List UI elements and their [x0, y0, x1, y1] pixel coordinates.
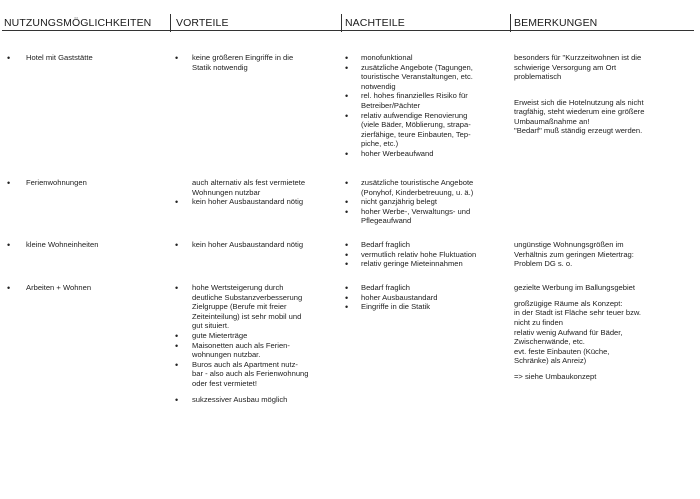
bullet-icon: •	[175, 331, 179, 341]
nachteile-line: notwendig	[361, 81, 396, 91]
bullet-icon: •	[345, 197, 349, 208]
bullet-icon: •	[345, 206, 349, 217]
option-label: Ferienwohnungen	[26, 178, 87, 187]
nachteile-line: hoher Ausbaustandard	[361, 292, 438, 302]
bullet-icon: •	[175, 283, 179, 293]
bullet-icon: •	[7, 240, 11, 250]
bemerkungen-line: Verhältnis zum geringen Mietertrag:	[514, 249, 634, 259]
bemerkungen-line: Erweist sich die Hotelnutzung als nicht	[514, 97, 644, 107]
nachteile-line: nicht ganzjährig belegt	[361, 197, 437, 207]
bullet-icon: •	[7, 283, 11, 293]
vorteile-line: Buros auch als Apartment nutz-	[192, 359, 298, 369]
vorteile-line: Zeiteinteilung) ist sehr mobil und	[192, 311, 302, 321]
bullet-icon: •	[175, 240, 179, 250]
bullet-icon: •	[345, 240, 349, 250]
nachteile-line: piche, etc.)	[361, 139, 399, 149]
vorteile-line: keine größeren Eingriffe in die	[192, 53, 294, 62]
nachteile-line: relativ geringe Mieteinnahmen	[361, 259, 463, 269]
nachteile-line: Eingriffe in die Statik	[361, 302, 431, 312]
bemerkungen-line: "Bedarf" muß ständig erzeugt werden.	[514, 126, 643, 136]
vorteile-line: sukzessiver Ausbau möglich	[192, 394, 288, 404]
nachteile-line: vermutlich relativ hohe Fluktuation	[361, 249, 477, 259]
bemerkungen-line: Schränke) als Anreiz)	[514, 356, 587, 366]
vorteile-line: kein hoher Ausbaustandard nötig	[192, 197, 304, 207]
bullet-icon: •	[345, 249, 349, 260]
vorteile-line: gute Mieterträge	[192, 331, 248, 340]
nachteile-line: Betreiber/Pächter	[361, 101, 421, 110]
bullet-icon: •	[175, 359, 179, 370]
bemerkungen-line: relativ wenig Aufwand für Bäder,	[514, 327, 623, 337]
bemerkungen-line: Zwischenwände, etc.	[514, 337, 585, 347]
bemerkungen-line: besonders für "Kurzzeitwohnen ist die	[514, 53, 642, 62]
bemerkungen-line: nicht zu finden	[514, 318, 563, 327]
vorteile-line: bar - also auch als Ferienwohnung	[192, 369, 309, 379]
bemerkungen-line: problematisch	[514, 72, 562, 82]
bullet-icon: •	[345, 53, 349, 63]
nachteile-line: zusätzliche touristische Angebote	[361, 178, 474, 187]
header-vorteile: VORTEILE	[176, 17, 229, 29]
nachteile-line: touristische Veranstaltungen, etc.	[361, 72, 473, 82]
bullet-icon: •	[345, 302, 349, 313]
bemerkungen-line: evt. feste Einbauten (Küche,	[514, 346, 610, 356]
bullet-icon: •	[345, 149, 349, 159]
nachteile-line: monofunktional	[361, 53, 413, 62]
bullet-icon: •	[345, 259, 349, 270]
bemerkungen-line: Problem DG s. o.	[514, 259, 573, 269]
vorteile-line: auch alternativ als fest vermietete	[192, 178, 306, 187]
bullet-icon: •	[345, 283, 349, 293]
bullet-icon: •	[7, 53, 11, 63]
nachteile-line: (viele Bäder, Möblierung, strapa-	[361, 120, 471, 130]
bemerkungen-line: tragfähig, steht wiederum eine größere	[514, 107, 645, 117]
bemerkungen-line: schwierige Versorgung am Ort	[514, 62, 617, 72]
bemerkungen-line: Umbaumaßnahme an!	[514, 116, 590, 126]
bemerkungen-line: in der Stadt ist Fläche sehr teuer bzw.	[514, 308, 642, 318]
header-bemerkungen: BEMERKUNGEN	[514, 17, 598, 29]
vorteile-line: Statik notwendig	[192, 62, 248, 72]
nachteile-line: rel. hohes finanzielles Risiko für	[361, 91, 468, 101]
bullet-icon: •	[345, 110, 349, 121]
bullet-icon: •	[345, 62, 349, 73]
vorteile-line: Zielgruppe (Berufe mit freier	[192, 302, 287, 312]
vorteile-line: deutliche Substanzverbesserung	[192, 292, 303, 302]
bemerkungen-line: gezielte Werbung im Ballungsgebiet	[514, 283, 636, 292]
vorteile-line: Wohnungen nutzbar	[192, 187, 261, 197]
vorteile-line: kein hoher Ausbaustandard nötig	[192, 240, 304, 249]
bullet-icon: •	[345, 292, 349, 303]
bullet-icon: •	[345, 91, 349, 102]
option-label: kleine Wohneinheiten	[26, 240, 99, 249]
nachteile-line: hoher Werbeaufwand	[361, 149, 434, 158]
vorteile-line: hohe Wertsteigerung durch	[192, 283, 284, 292]
nachteile-line: (Ponyhof, Kinderbetreuung, u. ä.)	[361, 187, 474, 197]
header-nachteile: NACHTEILE	[345, 17, 405, 29]
nachteile-line: Bedarf fraglich	[361, 283, 410, 292]
bemerkungen-line: => siehe Umbaukonzept	[514, 372, 597, 382]
nachteile-line: relativ aufwendige Renovierung	[361, 110, 468, 120]
bullet-icon: •	[7, 178, 11, 188]
vorteile-line: wohnungen nutzbar.	[192, 350, 261, 360]
bullet-icon: •	[175, 340, 179, 351]
bullet-icon: •	[175, 197, 179, 208]
vorteile-line: oder fest vermietet!	[192, 379, 257, 388]
nachteile-line: hoher Werbe-, Verwaltungs- und	[361, 206, 471, 216]
vorteile-line: gut situiert.	[192, 321, 230, 331]
header-underline	[2, 30, 694, 31]
bemerkungen-line: ungünstige Wohnungsgrößen im	[514, 240, 624, 249]
nachteile-line: Bedarf fraglich	[361, 240, 410, 249]
bemerkungen-line: großzügige Räume als Konzept:	[514, 298, 623, 308]
nachteile-line: zusätzliche Angebote (Tagungen,	[361, 62, 473, 72]
bullet-icon: •	[175, 394, 179, 405]
bullet-icon: •	[345, 178, 349, 188]
nachteile-line: zierfähige, teure Einbauten, Tep-	[361, 129, 471, 139]
vorteile-line: Maisonetten auch als Ferien-	[192, 340, 290, 350]
bullet-icon: •	[175, 53, 179, 63]
option-label: Hotel mit Gaststätte	[26, 53, 93, 62]
header-nutzungsmoeglichkeiten: NUTZUNGSMÖGLICHKEITEN	[4, 17, 152, 29]
option-label: Arbeiten + Wohnen	[26, 283, 92, 292]
nachteile-line: Pflegeaufwand	[361, 216, 412, 226]
